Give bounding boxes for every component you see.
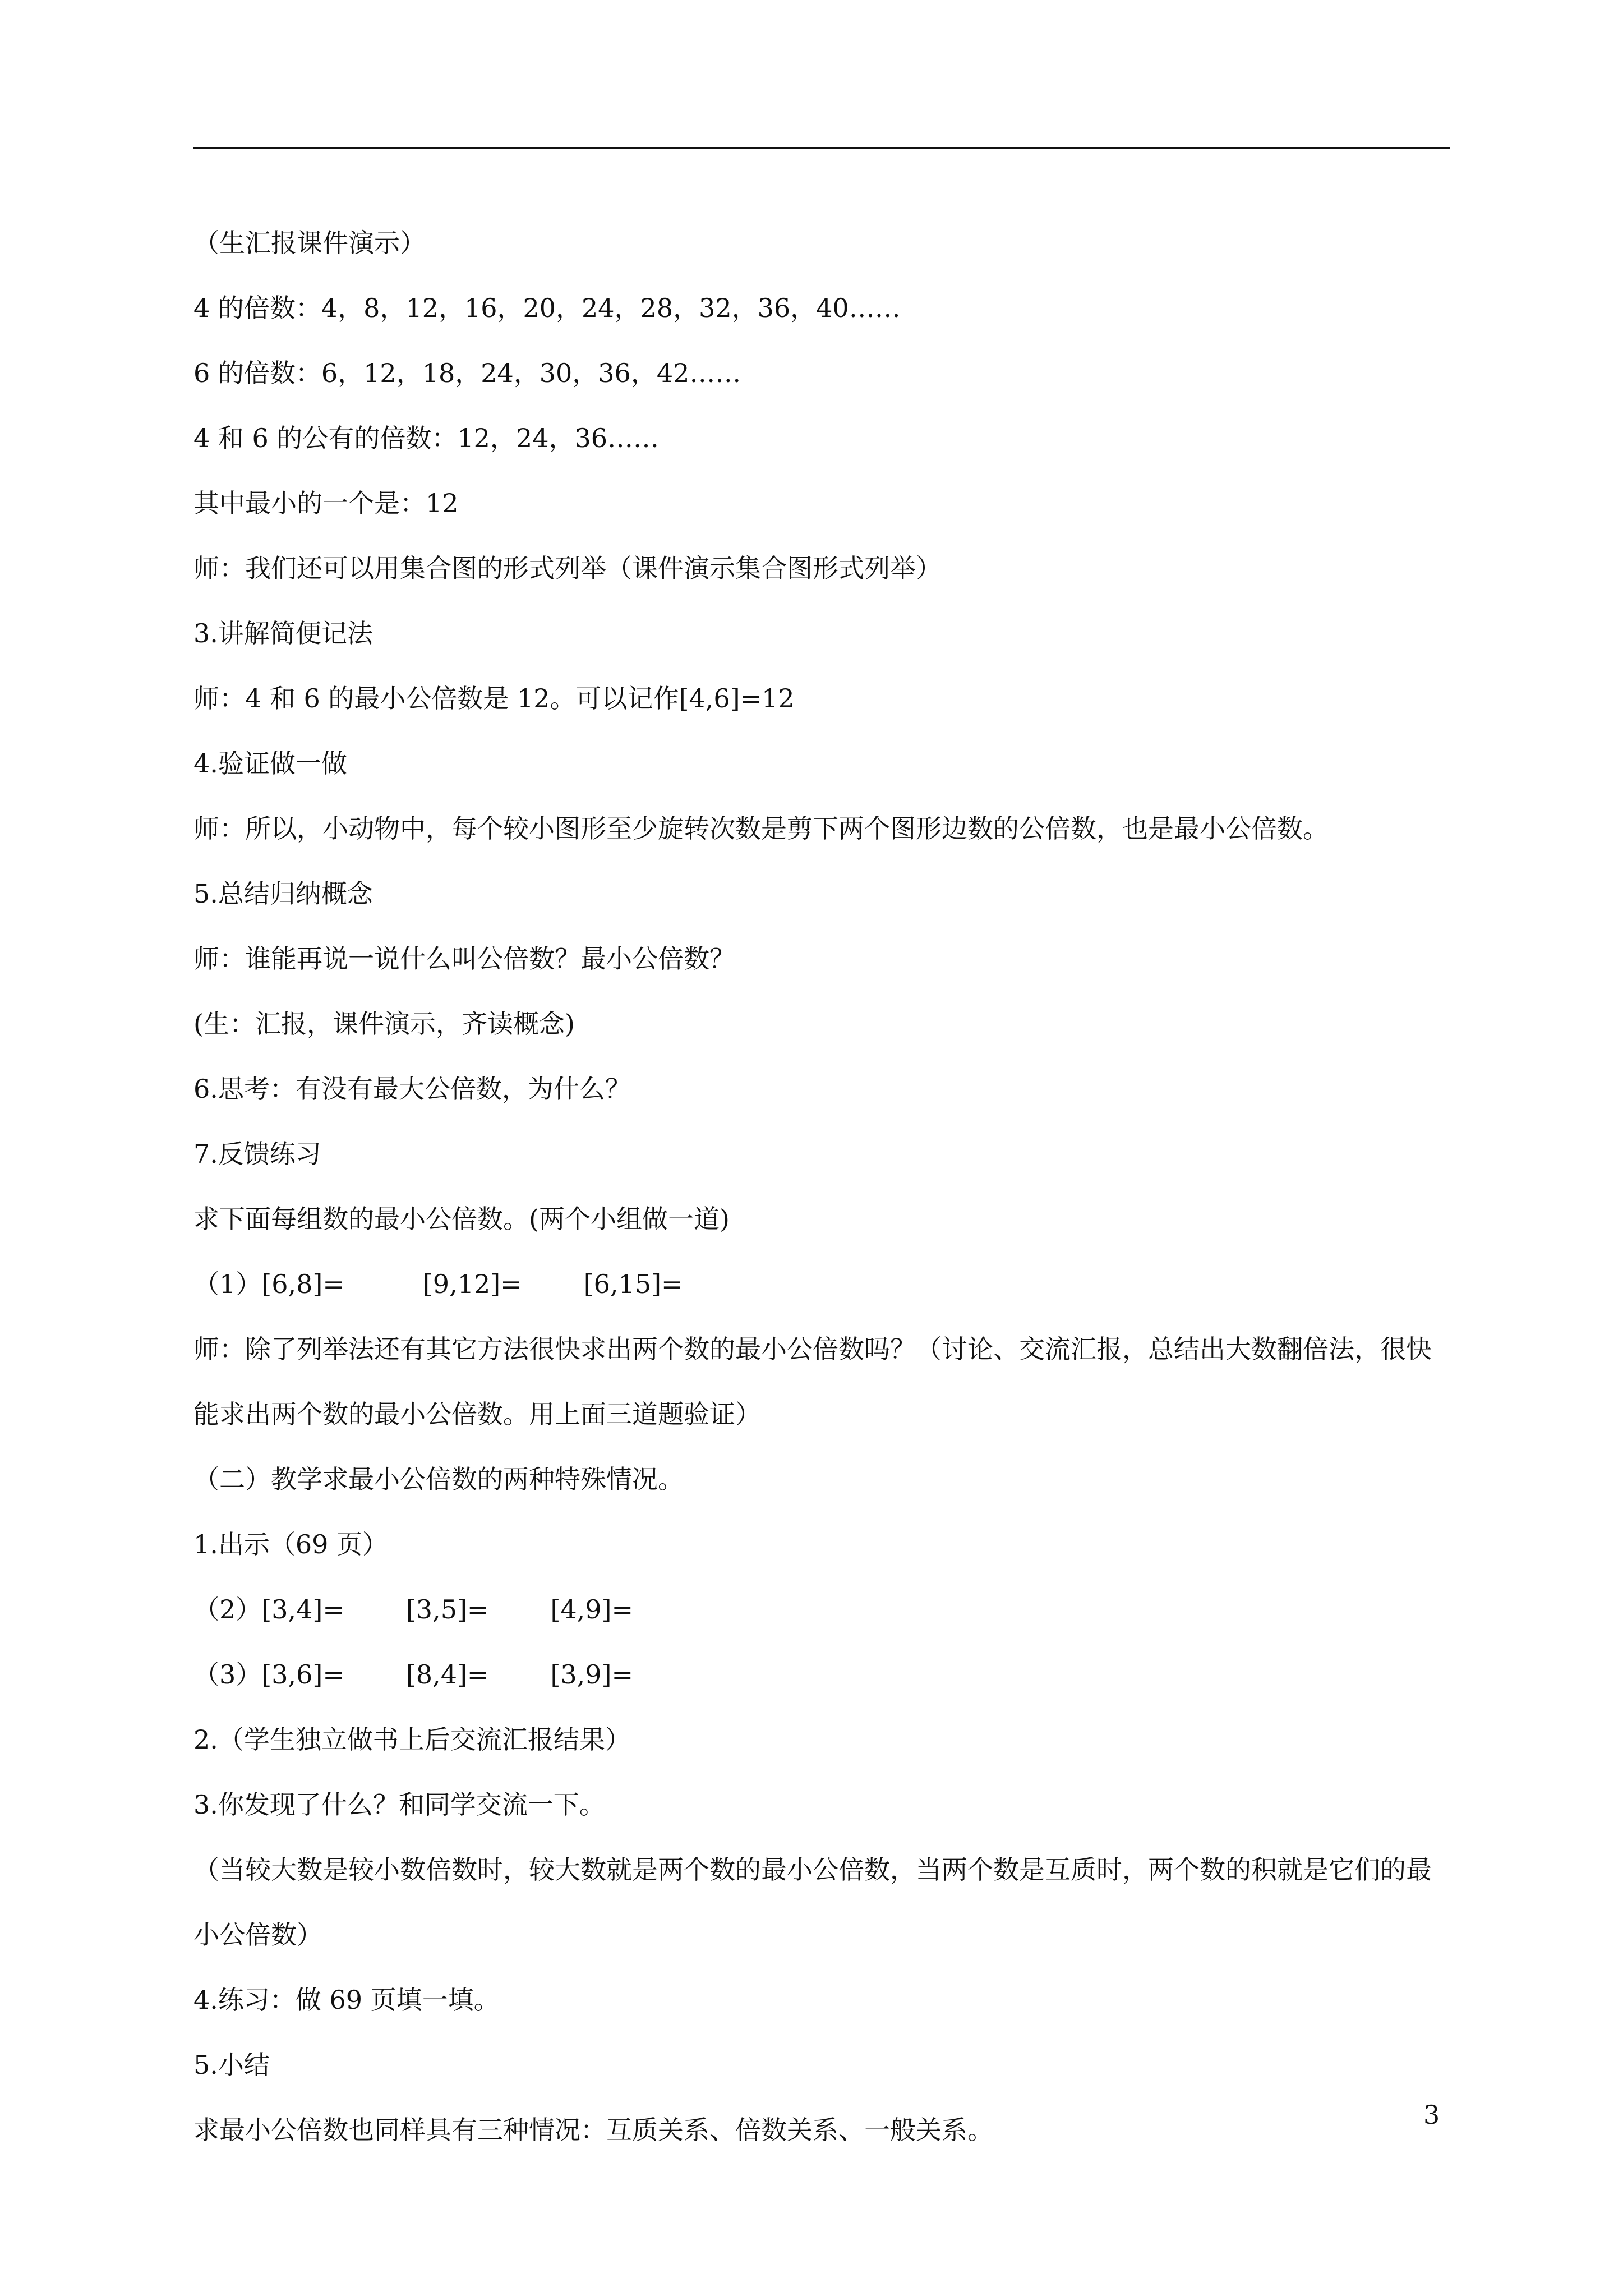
exercise-item: [4,9]= <box>550 1594 634 1625</box>
exercise-item: （3）[3,6]= <box>193 1659 344 1690</box>
exercise-item: （2）[3,4]= <box>193 1594 344 1625</box>
section-heading: 4.验证做一做 <box>193 748 347 779</box>
text-line: 师：我们还可以用集合图的形式列举（课件演示集合图形式列举） <box>193 553 942 583</box>
exercise-row-2 <box>193 1577 1450 1642</box>
section-heading: （二）教学求最小公倍数的两种特殊情况。 <box>193 1464 684 1494</box>
text-line: 求下面每组数的最小公倍数。(两个小组做一道) <box>193 1204 730 1234</box>
section-heading: 3.讲解简便记法 <box>193 618 373 648</box>
text-line: 师：4 和 6 的最小公倍数是 12。可以记作[4,6]=12 <box>193 683 795 714</box>
text-line: 求最小公倍数也同样具有三种情况：互质关系、倍数关系、一般关系。 <box>193 2115 993 2145</box>
text-paragraph: （当较大数是较小数倍数时，较大数就是两个数的最小公倍数，当两个数是互质时，两个数的积就是它们的最小公倍数） <box>193 1855 1432 1950</box>
text-line: 其中最小的一个是：12 <box>193 488 459 518</box>
exercise-item: [6,15]= <box>583 1269 683 1299</box>
document-body <box>193 210 1450 2162</box>
text-line: (生：汇报，课件演示，齐读概念) <box>193 1009 575 1039</box>
text-line: 师：所以，小动物中，每个较小图形至少旋转次数是剪下两个图形边数的公倍数，也是最小公倍数。 <box>193 813 1329 844</box>
exercise-item: [8,4]= <box>405 1659 489 1690</box>
text-line: 4 的倍数：4，8，12，16，20，24，28，32，36，40…… <box>193 293 901 323</box>
section-heading: 7.反馈练习 <box>193 1139 321 1169</box>
exercise-item: [3,5]= <box>405 1594 489 1625</box>
exercise-row-1 <box>193 1251 1450 1317</box>
text-line: 4.练习：做 69 页填一填。 <box>193 1985 500 2015</box>
section-heading: 5.总结归纳概念 <box>193 878 373 909</box>
text-line: 1.出示（69 页） <box>193 1529 389 1559</box>
exercise-item: （1）[6,8]= <box>193 1269 344 1299</box>
text-line: （生汇报课件演示） <box>193 228 426 258</box>
exercise-item: [3,9]= <box>550 1659 634 1690</box>
text-line: 3.你发现了什么？和同学交流一下。 <box>193 1789 605 1820</box>
page-number: 3 <box>1423 2100 1440 2130</box>
text-paragraph: 师：除了列举法还有其它方法很快求出两个数的最小公倍数吗？（讨论、交流汇报，总结出大数翻倍法，很快能求出两个数的最小公倍数。用上面三道题验证） <box>193 1334 1432 1429</box>
text-line: 师：谁能再说一说什么叫公倍数？最小公倍数？ <box>193 944 735 974</box>
text-line: 6 的倍数：6，12，18，24，30，36，42…… <box>193 358 741 388</box>
section-heading: 5.小结 <box>193 2050 270 2080</box>
header-rule <box>193 147 1450 149</box>
text-line: 2.（学生独立做书上后交流汇报结果） <box>193 1724 631 1755</box>
exercise-row-3 <box>193 1642 1450 1707</box>
section-heading: 6.思考：有没有最大公倍数，为什么？ <box>193 1074 631 1104</box>
exercise-item: [9,12]= <box>422 1269 522 1299</box>
text-line: 4 和 6 的公有的倍数：12，24，36…… <box>193 423 659 453</box>
